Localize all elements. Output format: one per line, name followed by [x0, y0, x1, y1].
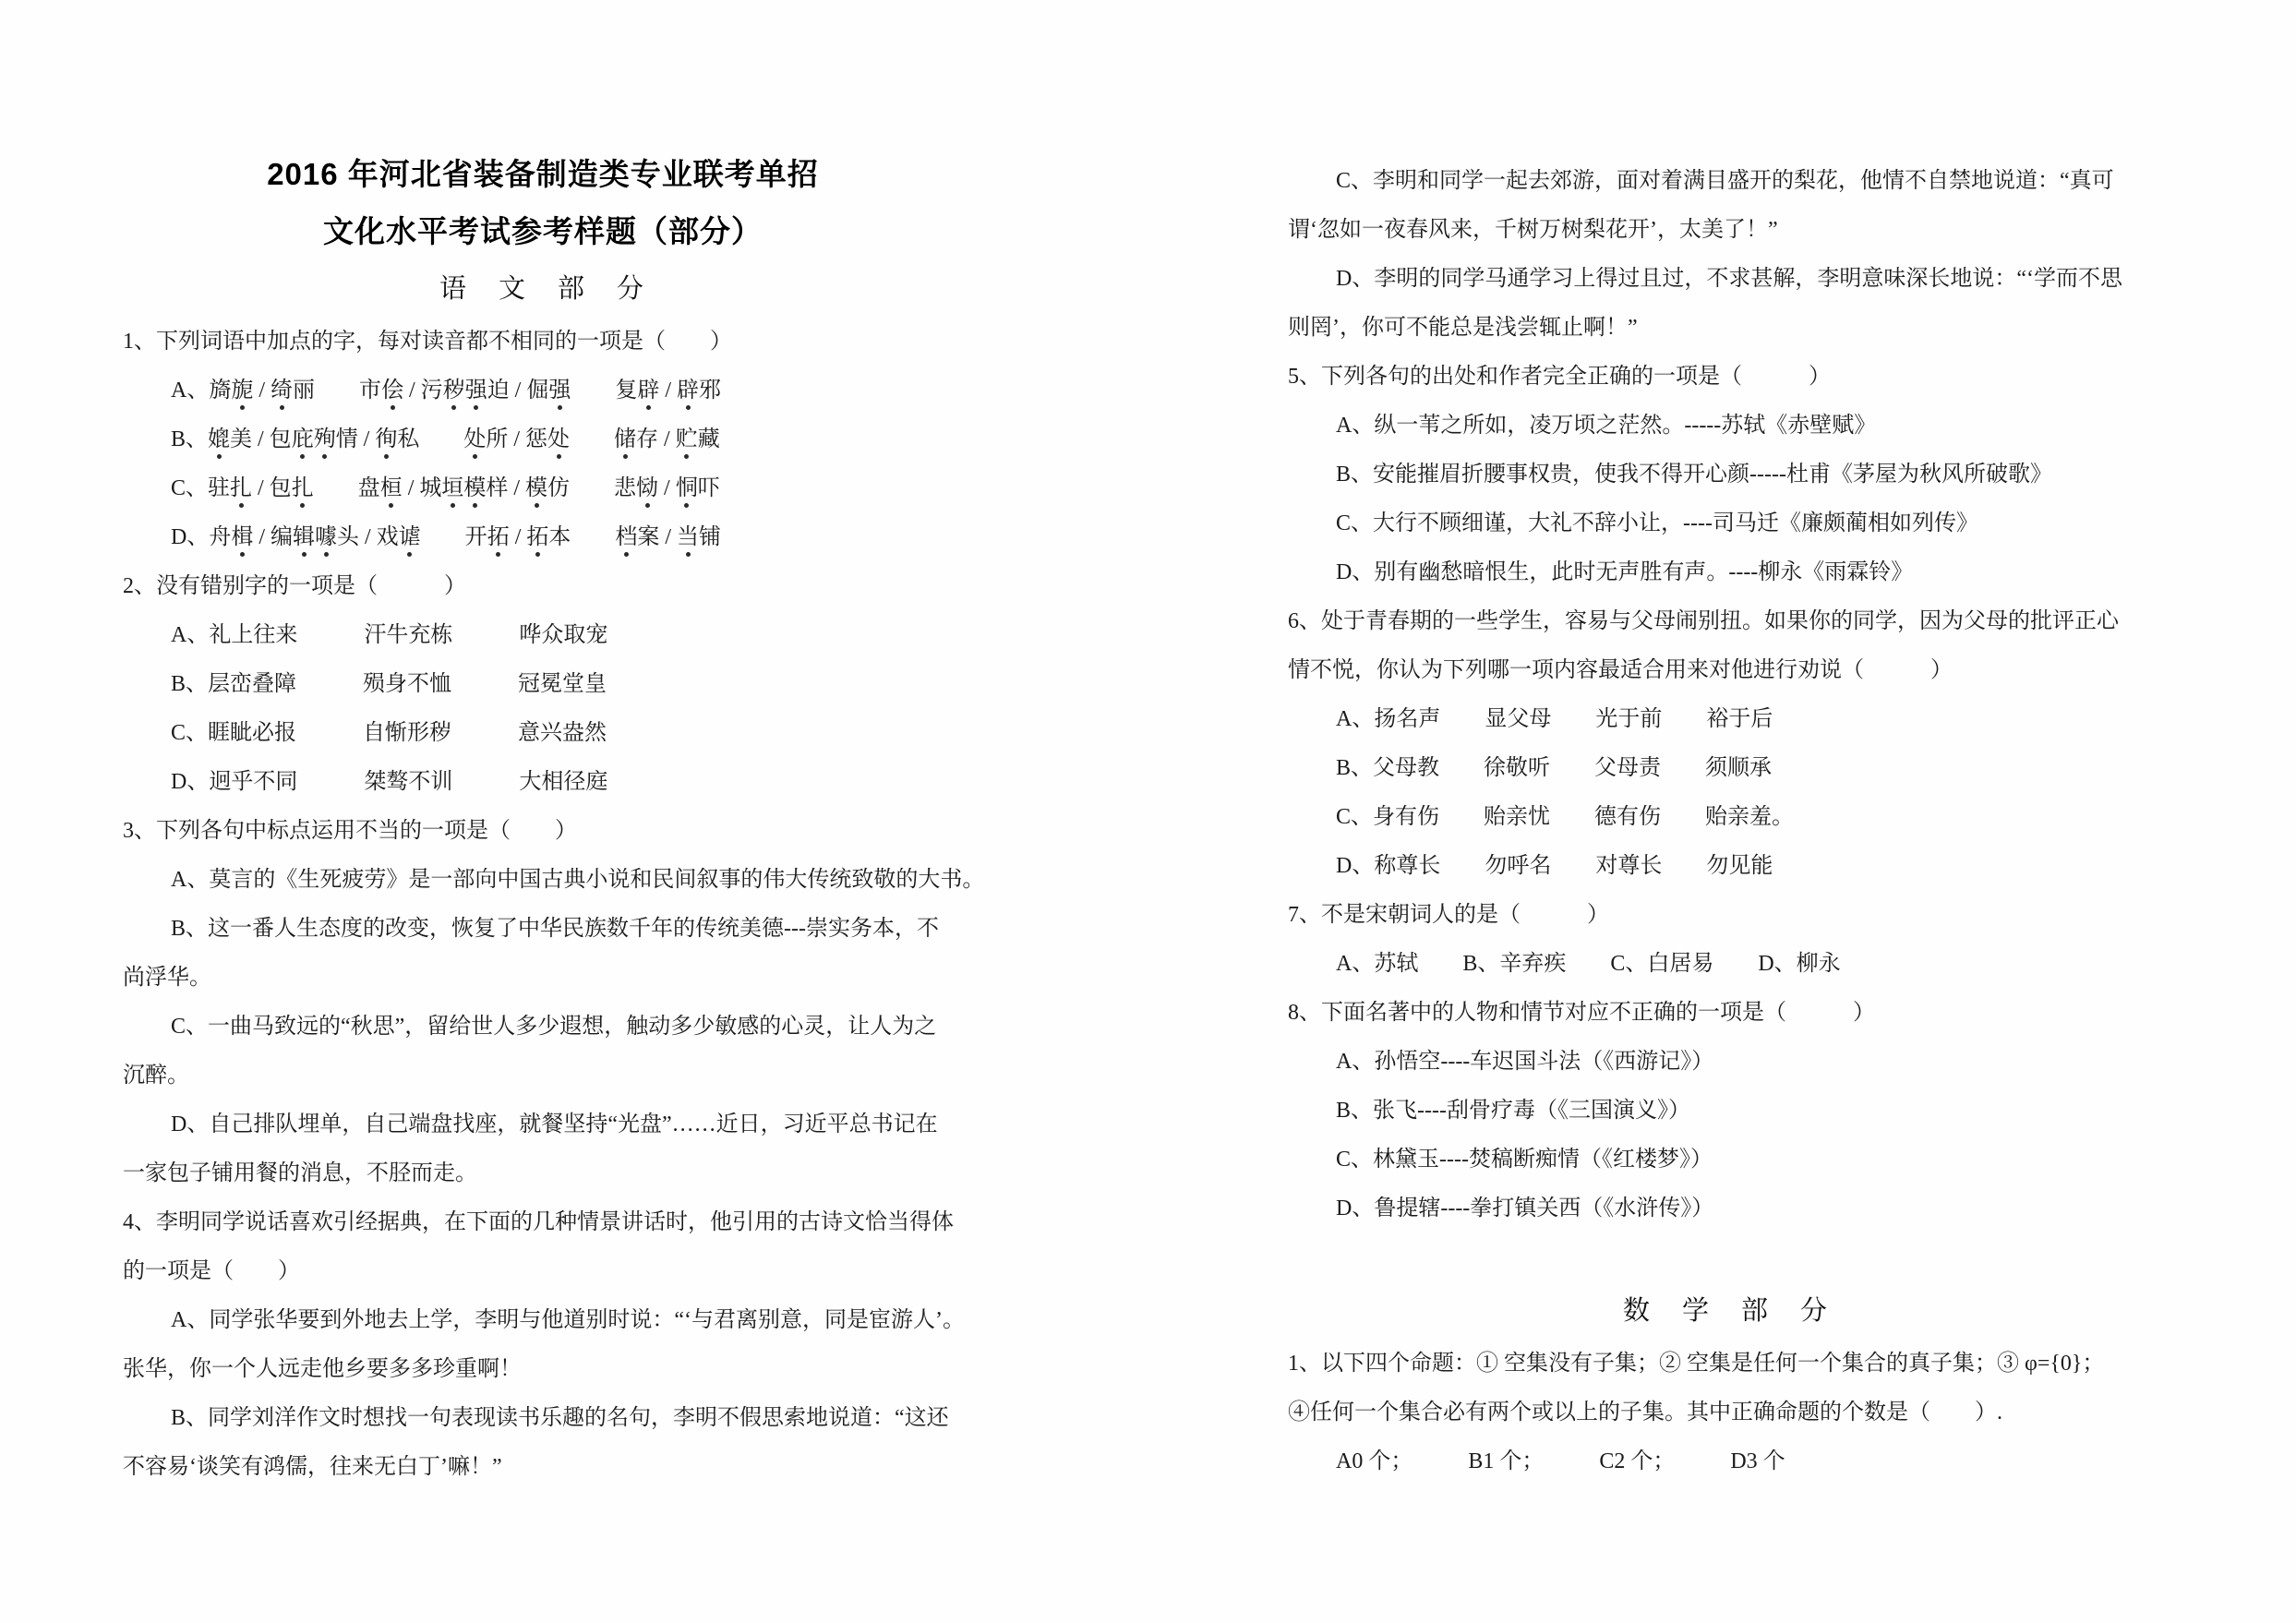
- option-line: D、迥乎不同 桀骜不训 大相径庭: [171, 770, 608, 794]
- option-line: C、大行不顾细谨，大礼不辞小让，----司马迁《廉颇蔺相如列传》: [1336, 511, 1978, 535]
- dotted-character: 绮: [270, 379, 294, 403]
- dotted-character: 庇: [291, 427, 314, 451]
- continuation-line: 谓‘忽如一夜春风来，千树万树梨花开’，太美了！”: [1288, 218, 1778, 242]
- option-line: B、层峦叠障 殒身不恤 冠冕堂皇: [171, 672, 607, 696]
- dotted-character: 垣: [441, 476, 464, 500]
- document-title: 文化水平考试参考样题（部分）: [323, 214, 763, 248]
- dotted-character: 谑: [398, 525, 421, 549]
- option-line: A、纵一苇之所如，凌万顷之茫然。-----苏轼《赤壁赋》: [1336, 414, 1877, 438]
- dotted-character: 辑: [293, 525, 316, 549]
- dotted-character: 桓: [379, 476, 403, 500]
- question-lead: 3、下列各句中标点运用不当的一项是（ ）: [123, 819, 577, 843]
- option-line: B、安能摧眉折腰事权贵，使我不得开心颜-----杜甫《茅屋为秋风所破歌》: [1336, 463, 2052, 487]
- dotted-character: 秽: [442, 379, 465, 403]
- dotted-character: 当: [677, 525, 700, 549]
- question-lead: 8、下面名著中的人物和情节对应不正确的一项是（ ）: [1288, 1001, 1875, 1025]
- option-line: C、一曲马致远的“秋思”，留给世人多少遐想，触动多少敏感的心灵，让人为之: [171, 1015, 937, 1039]
- option-line: A、旖旎 / 绮丽 市侩 / 污秽强迫 / 倔强 复辟 / 辟邪: [171, 379, 722, 403]
- option-line: A、孙悟空----车迟国斗法（《西游记》）: [1336, 1050, 1714, 1074]
- continuation-line: 沉醉。: [123, 1064, 189, 1088]
- question-lead: 1、以下四个命题：① 空集没有子集；② 空集是任何一个集合的真子集；③ φ={0}；: [1288, 1352, 2105, 1376]
- dotted-character: 拓: [487, 525, 510, 549]
- dotted-character: 档: [615, 525, 638, 549]
- option-line: C、林黛玉----焚稿断痴情（《红楼梦》）: [1336, 1148, 1713, 1172]
- option-line: A、苏轼 B、辛弃疾 C、白居易 D、柳永: [1336, 952, 1841, 976]
- option-line: D、舟楫 / 编辑噱头 / 戏谑 开拓 / 拓本 档案 / 当铺: [171, 525, 722, 549]
- dotted-character: 辟: [637, 379, 660, 403]
- dotted-character: 旎: [231, 379, 254, 403]
- option-line: B、媲美 / 包庇殉情 / 徇私 处所 / 惩处 储存 / 贮藏: [171, 427, 720, 451]
- dotted-character: 恸: [636, 476, 659, 500]
- continuation-line: 尚浮华。: [123, 966, 211, 990]
- dotted-character: 恫: [675, 476, 698, 500]
- question-lead: 4、李明同学说话喜欢引经据典，在下面的几种情景讲话时，他引用的古诗文恰当得体: [123, 1210, 954, 1234]
- section-heading: 语 文 部 分: [439, 274, 646, 304]
- dotted-character: 媲: [208, 427, 231, 451]
- question-lead: 6、处于青春期的一些学生，容易与父母闹别扭。如果你的同学，因为父母的批评正心: [1288, 609, 2119, 633]
- option-line: B、同学刘洋作文时想找一句表现读书乐趣的名句，李明不假思索地说道：“这还: [171, 1406, 949, 1430]
- section-heading: 数 学 部 分: [1622, 1296, 1830, 1326]
- question-lead: 2、没有错别字的一项是（ ）: [123, 574, 466, 598]
- option-line: B、父母教 徐敬听 父母责 须顺承: [1336, 756, 1773, 780]
- dotted-character: 扎: [230, 476, 253, 500]
- option-line: D、李明的同学马通学习上得过且过，不求甚解，李明意味深长地说：“‘学而不思: [1336, 267, 2122, 291]
- dotted-character: 扎: [291, 476, 314, 500]
- dotted-character: 徇: [375, 427, 398, 451]
- continuation-line: 则罔’，你可不能总是浅尝辄止啊！”: [1288, 316, 1638, 340]
- option-line: A、莫言的《生死疲劳》是一部向中国古典小说和民间叙事的伟大传统致敬的大书。: [171, 868, 985, 892]
- dotted-character: 模: [525, 476, 548, 500]
- option-line: A、礼上往来 汗牛充栋 哗众取宠: [171, 623, 608, 647]
- option-line: C、驻扎 / 包扎 盘桓 / 城垣模样 / 模仿 悲恸 / 恫吓: [171, 476, 720, 500]
- document-title: 2016 年河北省装备制造类专业联考单招: [267, 157, 819, 191]
- dotted-character: 噱: [315, 525, 338, 549]
- question-lead: 5、下列各句的出处和作者完全正确的一项是（ ）: [1288, 365, 1831, 389]
- option-line: A、同学张华要到外地去上学，李明与他道别时说：“‘与君离别意，同是宦游人’。: [171, 1308, 965, 1332]
- option-line: C、身有伤 贻亲忧 德有伤 贻亲羞。: [1336, 805, 1795, 829]
- dotted-character: 模: [463, 476, 487, 500]
- option-line: C、李明和同学一起去郊游，面对着满目盛开的梨花，他情不自禁地说道：“真可: [1336, 169, 2114, 193]
- blank-line: [1288, 1233, 2165, 1282]
- dotted-character: 处: [463, 427, 487, 451]
- dotted-character: 拓: [526, 525, 549, 549]
- option-line: B、张飞----刮骨疗毒（《三国演义》）: [1336, 1099, 1690, 1123]
- continuation-line: 不容易‘谈笑有鸿儒，往来无白丁’嘛！”: [123, 1455, 502, 1479]
- continuation-line: 张华，你一个人远走他乡要多多珍重啊！: [123, 1357, 522, 1381]
- option-line: A0 个； B1 个； C2 个； D3 个: [1336, 1449, 1785, 1473]
- dotted-character: 楫: [231, 525, 254, 549]
- question-lead: 1、下列词语中加点的字，每对读音都不相同的一项是（ ）: [123, 330, 732, 354]
- dotted-character: 侩: [381, 379, 404, 403]
- option-line: D、别有幽愁暗恨生，此时无声胜有声。----柳永《雨霖铃》: [1336, 560, 1914, 584]
- continuation-line: 一家包子铺用餐的消息，不胫而走。: [123, 1161, 477, 1185]
- dotted-character: 储: [614, 427, 637, 451]
- option-line: D、自己排队埋单，自己端盘找座，就餐坚持“光盘”……近日，习近平总书记在: [171, 1112, 938, 1136]
- question-lead: 7、不是宋朝词人的是（ ）: [1288, 903, 1609, 927]
- dotted-character: 处: [547, 427, 571, 451]
- dotted-character: 强: [548, 379, 571, 403]
- dotted-character: 辟: [677, 379, 700, 403]
- option-line: A、扬名声 显父母 光于前 裕于后: [1336, 707, 1773, 731]
- right-page-column: [1288, 157, 2165, 1486]
- dotted-character: 贮: [675, 427, 698, 451]
- dotted-character: 殉: [313, 427, 336, 451]
- option-line: C、睚眦必报 自惭形秽 意兴盎然: [171, 721, 607, 745]
- continuation-line: 情不悦，你认为下列哪一项内容最适合用来对他进行劝说（ ）: [1288, 658, 1953, 682]
- option-line: B、这一番人生态度的改变，恢复了中华民族数千年的传统美德---崇实务本，不: [171, 917, 939, 941]
- continuation-line: 的一项是（ ）: [123, 1259, 300, 1283]
- dotted-character: 强: [464, 379, 487, 403]
- option-line: D、鲁提辖----拳打镇关西（《水浒传》）: [1336, 1196, 1714, 1220]
- left-page-column: [123, 146, 985, 1492]
- option-line: D、称尊长 勿呼名 对尊长 勿见能: [1336, 854, 1773, 878]
- continuation-line: ④任何一个集合必有两个或以上的子集。其中正确命题的个数是（ ）.: [1288, 1401, 2002, 1425]
